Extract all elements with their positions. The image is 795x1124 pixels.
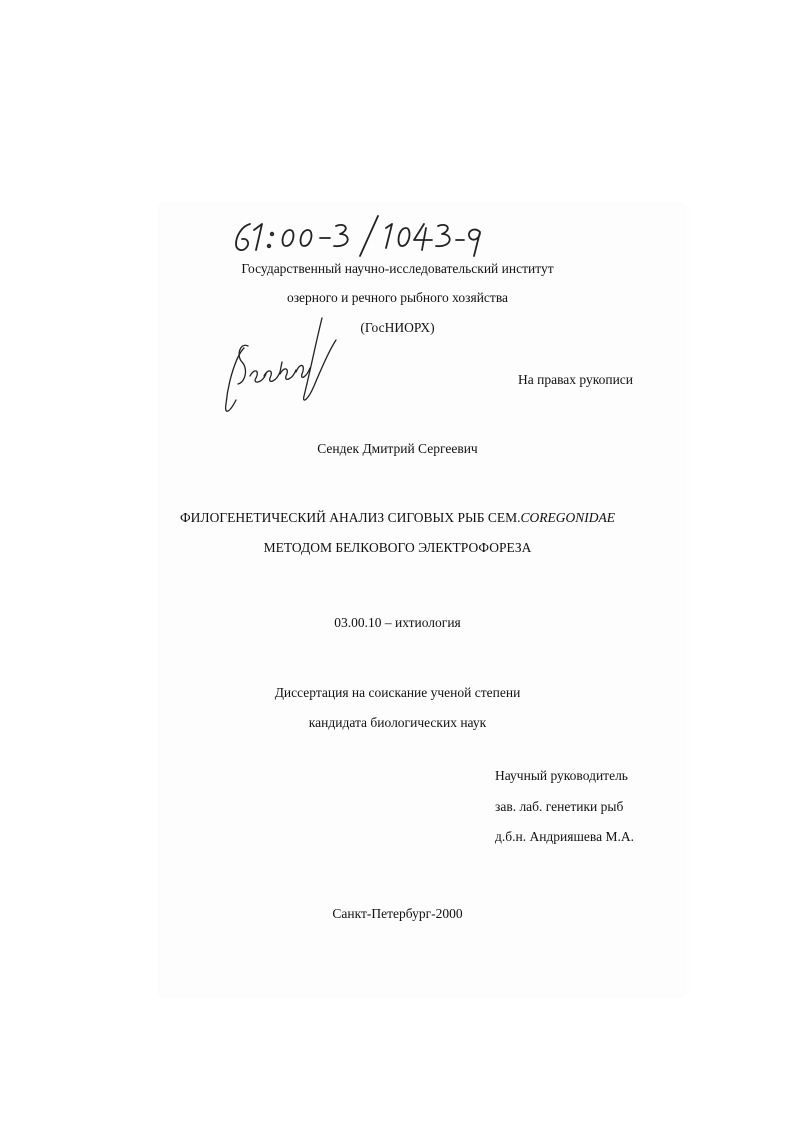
author-name: Сендек Дмитрий Сергеевич	[317, 441, 478, 456]
place-and-year: Санкт-Петербург-2000	[332, 906, 463, 921]
handwritten-code	[228, 212, 488, 260]
institute-line-1: Государственный научно-исследовательский институт	[241, 261, 554, 276]
degree-line-1: Диссертация на соискание ученой степени	[274, 685, 521, 700]
signature-icon	[218, 312, 348, 422]
specialty-code: 03.00.10 – ихтиология	[334, 615, 461, 630]
degree-line-2: кандидата биологических наук	[308, 715, 487, 730]
institute-abbreviation: (ГосНИОРХ)	[360, 320, 435, 335]
institute-line-2: озерного и речного рыбного хозяйства	[286, 290, 509, 305]
dissertation-title-line-1	[0, 510, 795, 526]
supervisor-label: Научный руководитель	[495, 768, 628, 783]
dissertation-title-line-2: МЕТОДОМ БЕЛКОВОГО ЭЛЕКТРОФОРЕЗА	[263, 540, 532, 555]
title-taxon: COREGONIDAE	[520, 510, 615, 525]
supervisor-position: зав. лаб. генетики рыб	[495, 799, 624, 814]
title-prefix: ФИЛОГЕНЕТИЧЕСКИЙ АНАЛИЗ СИГОВЫХ РЫБ СЕМ.	[180, 510, 521, 525]
supervisor-name: д.б.н. Андрияшева М.А.	[495, 829, 634, 844]
rights-notice: На правах рукописи	[518, 372, 634, 387]
